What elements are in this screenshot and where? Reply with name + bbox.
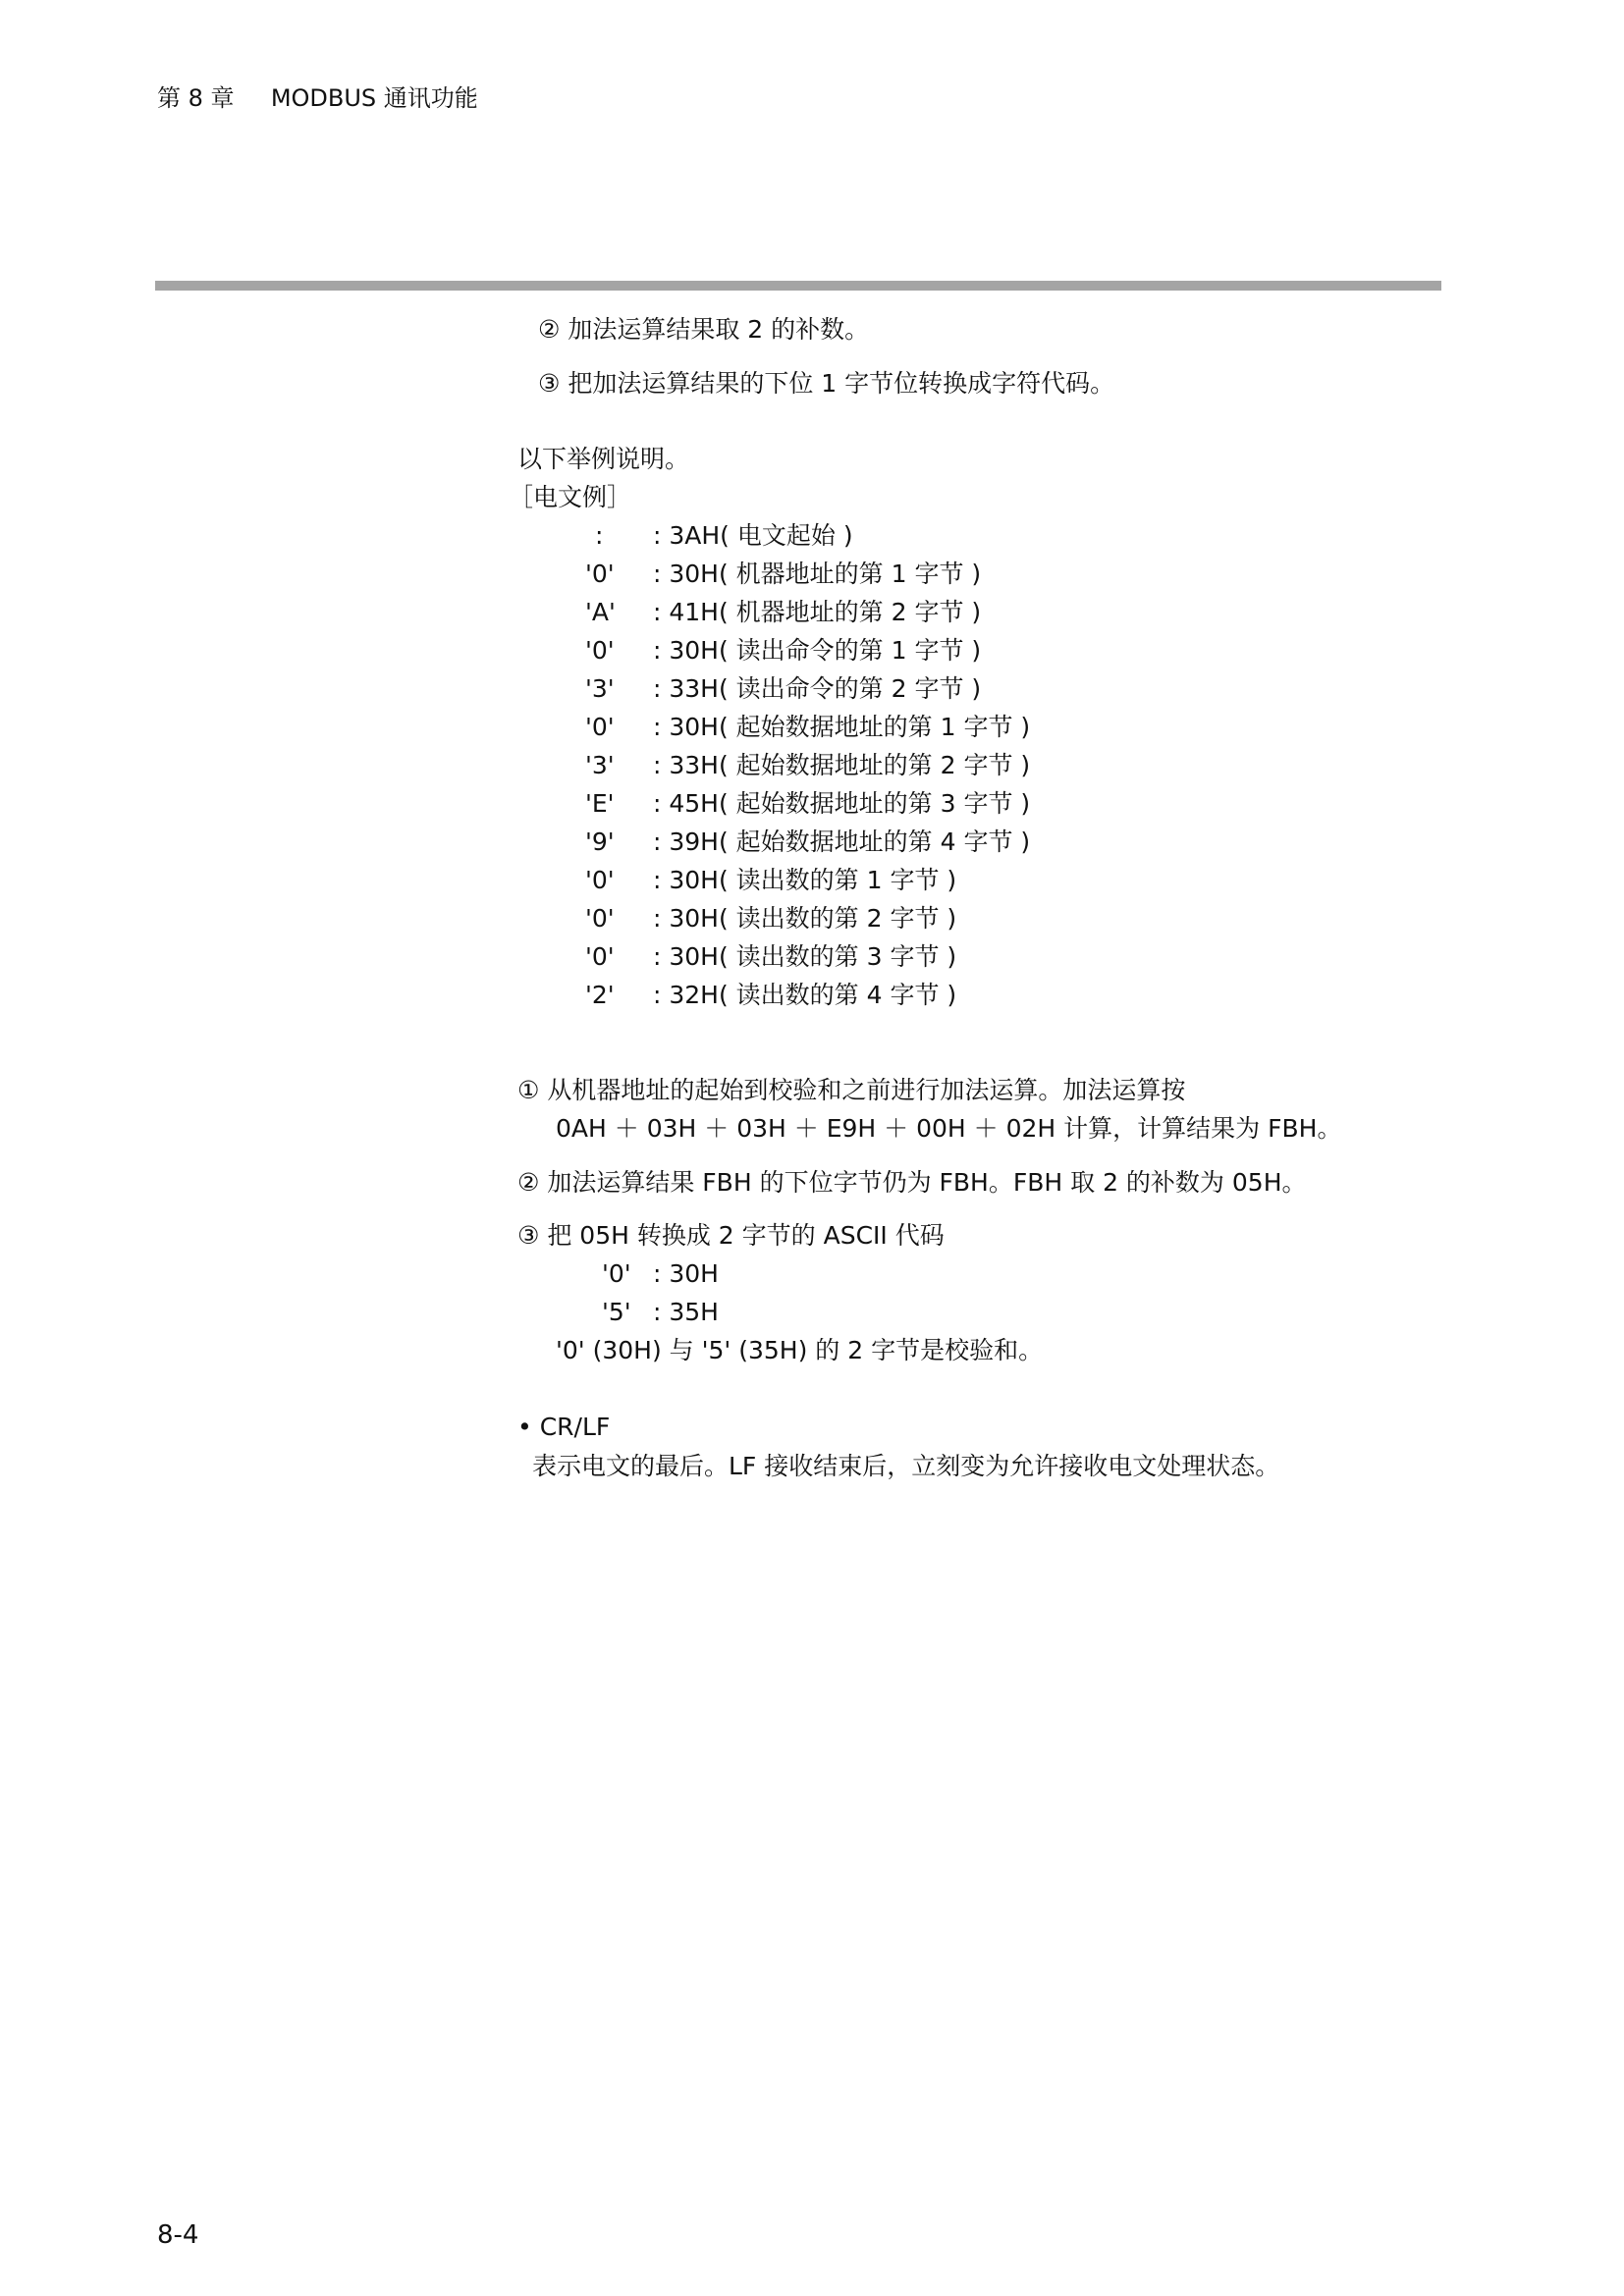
calc-step-2: ② 加法运算结果 FBH 的下位字节仍为 FBH。FBH 取 2 的补数为 05H。 <box>517 1168 1307 1197</box>
chapter-number: 第 8 章 <box>157 84 235 112</box>
frame-desc: : 30H( 读出数的第 3 字节 ) <box>653 942 957 971</box>
intro-text: 以下举例说明。 <box>517 445 690 473</box>
frame-desc: : 32H( 读出数的第 4 字节 ) <box>653 981 957 1009</box>
frame-char: '0' <box>585 636 615 665</box>
frame-desc: : 33H( 读出命令的第 2 字节 ) <box>653 674 982 703</box>
frame-char: '0' <box>585 866 615 894</box>
chapter-header <box>157 79 478 113</box>
ascii-char: '0' <box>602 1259 631 1288</box>
frame-char: '3' <box>585 674 615 703</box>
frame-desc: : 30H( 起始数据地址的第 1 字节 ) <box>653 713 1031 741</box>
frame-desc: : 30H( 机器地址的第 1 字节 ) <box>653 560 982 588</box>
calc-step-3: ③ 把 05H 转换成 2 字节的 ASCII 代码 <box>517 1221 945 1250</box>
calc-step-1-formula: 0AH ＋ 03H ＋ 03H ＋ E9H ＋ 00H ＋ 02H 计算，计算结果为 FBH。 <box>556 1114 1342 1143</box>
frame-char: 'A' <box>585 598 616 626</box>
step-3-top: ③ 把加法运算结果的下位 1 字节位转换成字符代码。 <box>538 369 1115 398</box>
frame-char: 'E' <box>585 789 615 818</box>
frame-char: : <box>595 521 604 550</box>
frame-desc: : 30H( 读出数的第 1 字节 ) <box>653 866 957 894</box>
frame-desc: : 3AH( 电文起始 ) <box>653 521 853 550</box>
header-divider <box>155 281 1441 291</box>
frame-char: '0' <box>585 560 615 588</box>
frame-char: '0' <box>585 713 615 741</box>
frame-char: '3' <box>585 751 615 779</box>
page-number: 8-4 <box>157 2220 199 2250</box>
frame-char: '2' <box>585 981 615 1009</box>
frame-desc: : 30H( 读出命令的第 1 字节 ) <box>653 636 982 665</box>
step-2-top: ② 加法运算结果取 2 的补数。 <box>538 315 870 344</box>
ascii-value: : 30H <box>653 1259 719 1288</box>
checksum-conclusion: '0' (30H) 与 '5' (35H) 的 2 字节是校验和。 <box>556 1336 1044 1364</box>
frame-char: '0' <box>585 904 615 933</box>
ascii-value: : 35H <box>653 1298 719 1326</box>
calc-step-1: ① 从机器地址的起始到校验和之前进行加法运算。加法运算按 <box>517 1076 1186 1104</box>
frame-desc: : 33H( 起始数据地址的第 2 字节 ) <box>653 751 1031 779</box>
frame-desc: : 30H( 读出数的第 2 字节 ) <box>653 904 957 933</box>
ascii-char: '5' <box>602 1298 631 1326</box>
example-title: ［电文例］ <box>509 483 632 511</box>
frame-desc: : 39H( 起始数据地址的第 4 字节 ) <box>653 828 1031 856</box>
frame-desc: : 45H( 起始数据地址的第 3 字节 ) <box>653 789 1031 818</box>
chapter-title: MODBUS 通讯功能 <box>270 84 478 112</box>
crlf-title: • CR/LF <box>517 1413 611 1441</box>
frame-desc: : 41H( 机器地址的第 2 字节 ) <box>653 598 982 626</box>
crlf-description: 表示电文的最后。LF 接收结束后，立刻变为允许接收电文处理状态。 <box>532 1452 1280 1480</box>
frame-char: '0' <box>585 942 615 971</box>
frame-char: '9' <box>585 828 615 856</box>
